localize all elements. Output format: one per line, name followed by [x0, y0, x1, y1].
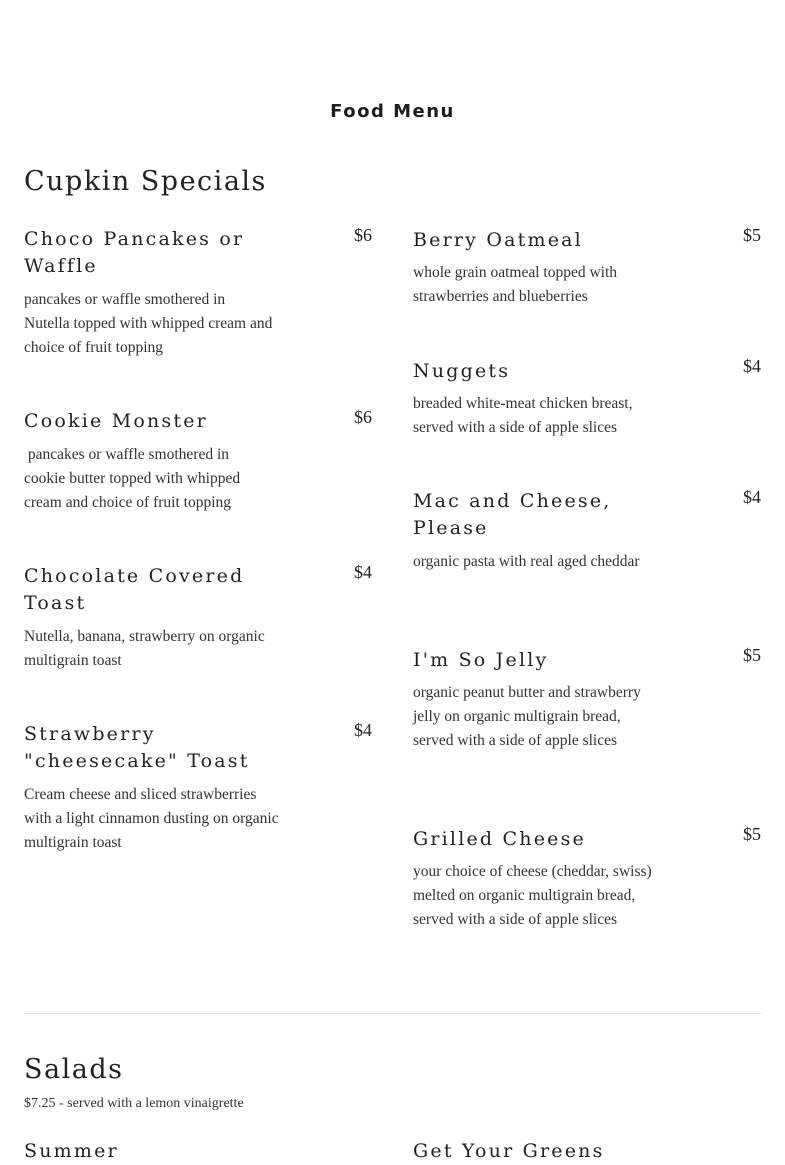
item-name: I'm So Jelly — [413, 649, 549, 671]
section-note: $7.25 - served with a lemon vinaigrette — [24, 1096, 244, 1111]
item-description: breaded white-meat chicken breast, served with a side of apple slices — [413, 395, 633, 436]
item-description: organic pasta with real aged cheddar — [413, 553, 640, 570]
item-price: $5 — [743, 645, 761, 665]
item-price: $5 — [743, 824, 761, 844]
item-name: Berry Oatmeal — [413, 229, 583, 251]
section-divider — [24, 1013, 761, 1014]
item-description: Cream cheese and sliced strawberries with a light cinnamon dusting on organic multigrain toast — [24, 786, 279, 851]
item-name: Grilled Cheese — [413, 828, 586, 850]
section-title-salads: Salads — [24, 1054, 124, 1085]
item-name: Strawberry "cheesecake" Toast — [24, 723, 250, 772]
item-description: whole grain oatmeal topped with strawberries and blueberries — [413, 264, 618, 305]
section-title-cupkin-specials: Cupkin Specials — [24, 166, 267, 197]
item-description: pancakes or waffle smothered in cookie butter topped with whipped cream and choice of fruit topping — [24, 446, 244, 511]
item-price: $4 — [354, 562, 372, 582]
item-description: your choice of cheese (cheddar, swiss) melted on organic multigrain bread, served with a side of apple slices — [413, 863, 652, 928]
item-name: Summer — [24, 1140, 119, 1162]
item-name: Chocolate Covered Toast — [24, 565, 245, 614]
item-price: $4 — [743, 356, 761, 376]
item-name: Choco Pancakes or Waffle — [24, 228, 245, 277]
item-name: Nuggets — [413, 360, 511, 382]
item-price: $6 — [354, 407, 372, 427]
item-description: pancakes or waffle smothered in Nutella topped with whipped cream and choice of fruit topping — [24, 291, 273, 356]
item-name: Get Your Greens — [413, 1140, 605, 1162]
item-price: $6 — [354, 225, 372, 245]
item-name: Cookie Monster — [24, 410, 208, 432]
item-description: Nutella, banana, strawberry on organic multigrain toast — [24, 628, 265, 669]
page-title: Food Menu — [330, 101, 455, 122]
item-description: organic peanut butter and strawberry jelly on organic multigrain bread, served with a side of apple slices — [413, 684, 641, 749]
item-price: $4 — [354, 720, 372, 740]
item-price: $4 — [743, 487, 761, 507]
item-price: $5 — [743, 225, 761, 245]
item-name: Mac and Cheese, Please — [413, 490, 612, 539]
